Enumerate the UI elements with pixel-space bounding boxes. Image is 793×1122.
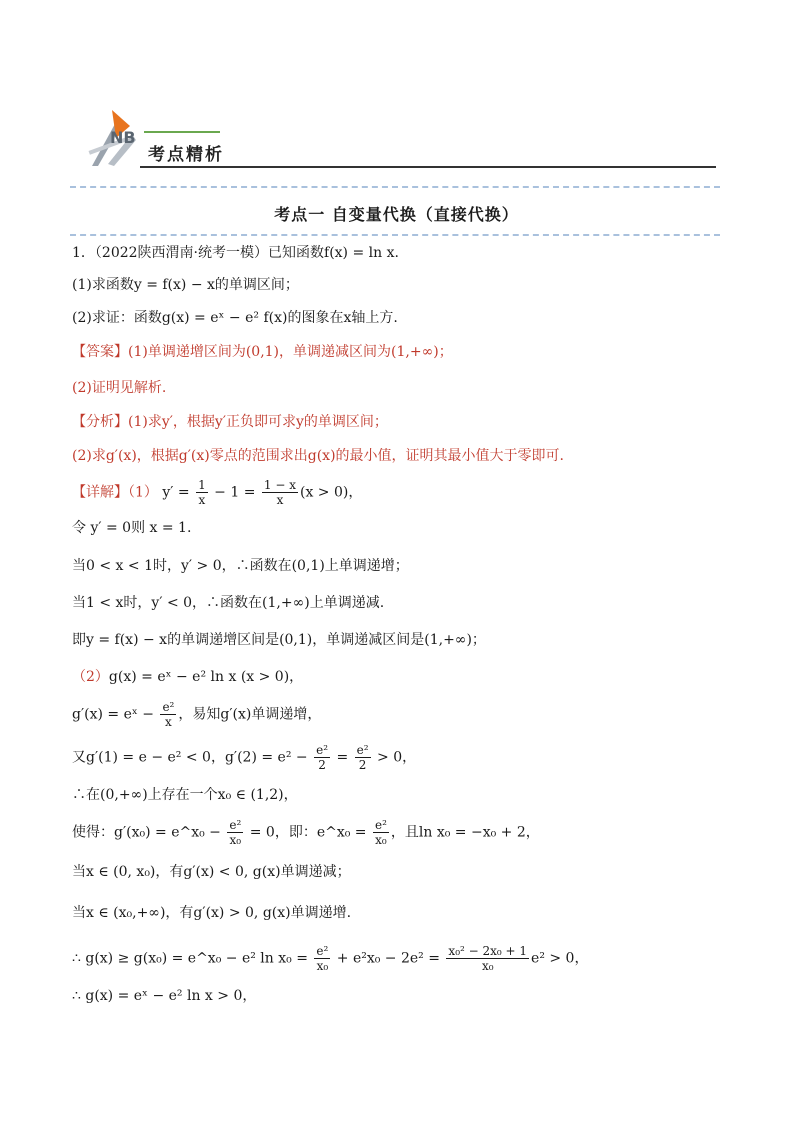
answer-tag: 【答案】 — [72, 344, 128, 360]
fraction-denominator: x₀ — [316, 959, 329, 973]
formula-text: e² > 0， — [531, 950, 589, 967]
fraction — [227, 818, 243, 847]
detail-line-10 — [72, 818, 540, 847]
formula-text: 使得：g′(x₀) = e^x₀ − — [72, 824, 226, 841]
formula-text: g′(x) = eˣ − — [72, 706, 159, 723]
detail-line-3: 当0 < x < 1时，y′ > 0，∴函数在(0,1)上单调递增； — [72, 558, 409, 574]
detail-line-7 — [72, 700, 321, 729]
fraction-denominator: x — [276, 493, 284, 507]
logo-label: NB — [110, 128, 136, 147]
problem-question-2: (2)求证：函数g(x) = eˣ − e² f(x)的图象在x轴上方. — [72, 310, 398, 326]
detail-line-12: 当x ∈ (x₀,+∞)，有g′(x) > 0, g(x)单调递增. — [72, 905, 352, 921]
fraction-denominator: x₀ — [229, 833, 242, 847]
detail-line-13 — [72, 944, 588, 973]
fraction-numerator: e² — [356, 743, 369, 757]
formula-text: > 0， — [372, 749, 417, 766]
problem-source: （2022陕西渭南·统考一模） — [94, 245, 269, 261]
detail-line-6 — [72, 667, 303, 687]
formula-text: ，易知g′(x)单调递增， — [178, 706, 322, 723]
formula-text: = — [332, 749, 353, 766]
section-title: 考点一 自变量代换（直接代换） — [274, 205, 519, 224]
header-title: 考点精析 — [148, 145, 224, 165]
answer-line-2: (2)证明见解析. — [72, 380, 167, 396]
fraction-numerator: x₀² − 2x₀ + 1 — [448, 944, 528, 958]
formula-text: 又g′(1) = e − e² < 0，g′(2) = e² − — [72, 749, 313, 766]
fraction — [196, 478, 208, 507]
fraction-numerator: e² — [316, 944, 329, 958]
problem-number: 1． — [72, 245, 95, 261]
detail-line-11: 当x ∈ (0, x₀)，有g′(x) < 0, g(x)单调递减； — [72, 864, 351, 880]
analysis-text-1: (1)求y′，根据y′正负即可求y的单调区间； — [128, 414, 388, 430]
analysis-line-2: (2)求g′(x)，根据g′(x)零点的范围求出g(x)的最小值，证明其最小值大于零即可. — [72, 448, 564, 464]
formula-text: − 1 = — [209, 484, 260, 501]
detail-part1-label: （1） — [128, 484, 158, 501]
formula-text: g(x) = eˣ − e² ln x (x > 0)， — [108, 669, 304, 685]
formula-text: ，且ln x₀ = −x₀ + 2， — [390, 824, 540, 841]
detail-line-8 — [72, 743, 416, 772]
fraction-numerator: e² — [316, 743, 329, 757]
problem-text: 已知函数f(x) = ln x. — [268, 245, 399, 261]
fraction-numerator: e² — [374, 818, 387, 832]
fraction-denominator: 2 — [358, 758, 367, 772]
section-divider-bottom — [70, 234, 720, 236]
analysis-tag: 【分析】 — [72, 414, 128, 430]
fraction — [314, 743, 330, 772]
fraction-denominator: x₀ — [375, 833, 387, 847]
detail-tag: 【详解】 — [72, 484, 128, 501]
fraction-denominator: 2 — [318, 758, 326, 772]
fraction-denominator: x — [198, 493, 206, 507]
fraction-numerator: 1 − x — [263, 478, 296, 492]
formula-text: y′ = — [162, 484, 195, 501]
header-accent-line — [144, 131, 220, 133]
analysis-line-1 — [72, 412, 388, 432]
detail-line-1 — [72, 478, 362, 507]
section-logo-icon — [86, 104, 142, 168]
section-divider-top — [70, 186, 720, 188]
detail-line-2: 令 y′ = 0则 x = 1. — [72, 520, 192, 536]
problem-question-1: (1)求函数y = f(x) − x的单调区间； — [72, 277, 299, 293]
detail-line-5: 即y = f(x) − x的单调递增区间是(0,1)，单调递减区间是(1,+∞)； — [72, 632, 486, 648]
fraction-numerator: e² — [162, 700, 175, 714]
formula-text: + e²x₀ − 2e² = — [332, 950, 445, 967]
answer-text-1: (1)单调递增区间为(0,1)，单调递减区间为(1,+∞)； — [128, 344, 453, 360]
detail-line-9: ∴在(0,+∞)上存在一个x₀ ∈ (1,2)， — [72, 787, 298, 803]
detail-line-4: 当1 < x时，y′ < 0，∴函数在(1,+∞)上单调递减. — [72, 595, 385, 611]
fraction — [446, 944, 529, 973]
fraction-numerator: e² — [229, 818, 242, 832]
fraction — [373, 818, 389, 847]
formula-text: = 0，即：e^x₀ = — [245, 824, 371, 841]
header-divider — [140, 166, 716, 168]
fraction — [160, 700, 176, 729]
answer-line-1 — [72, 342, 453, 362]
fraction — [355, 743, 371, 772]
formula-text: ∴ g(x) ≥ g(x₀) = e^x₀ − e² ln x₀ = — [72, 950, 313, 967]
fraction-denominator: x — [165, 715, 172, 729]
detail-line-14: ∴ g(x) = eˣ − e² ln x > 0， — [72, 988, 257, 1004]
fraction-denominator: x₀ — [481, 959, 494, 973]
fraction — [262, 478, 298, 507]
detail-part2-label: （2） — [72, 669, 109, 685]
fraction-numerator: 1 — [198, 478, 206, 492]
problem-stem — [72, 243, 399, 263]
formula-text: (x > 0)， — [300, 484, 363, 501]
fraction — [314, 944, 330, 973]
